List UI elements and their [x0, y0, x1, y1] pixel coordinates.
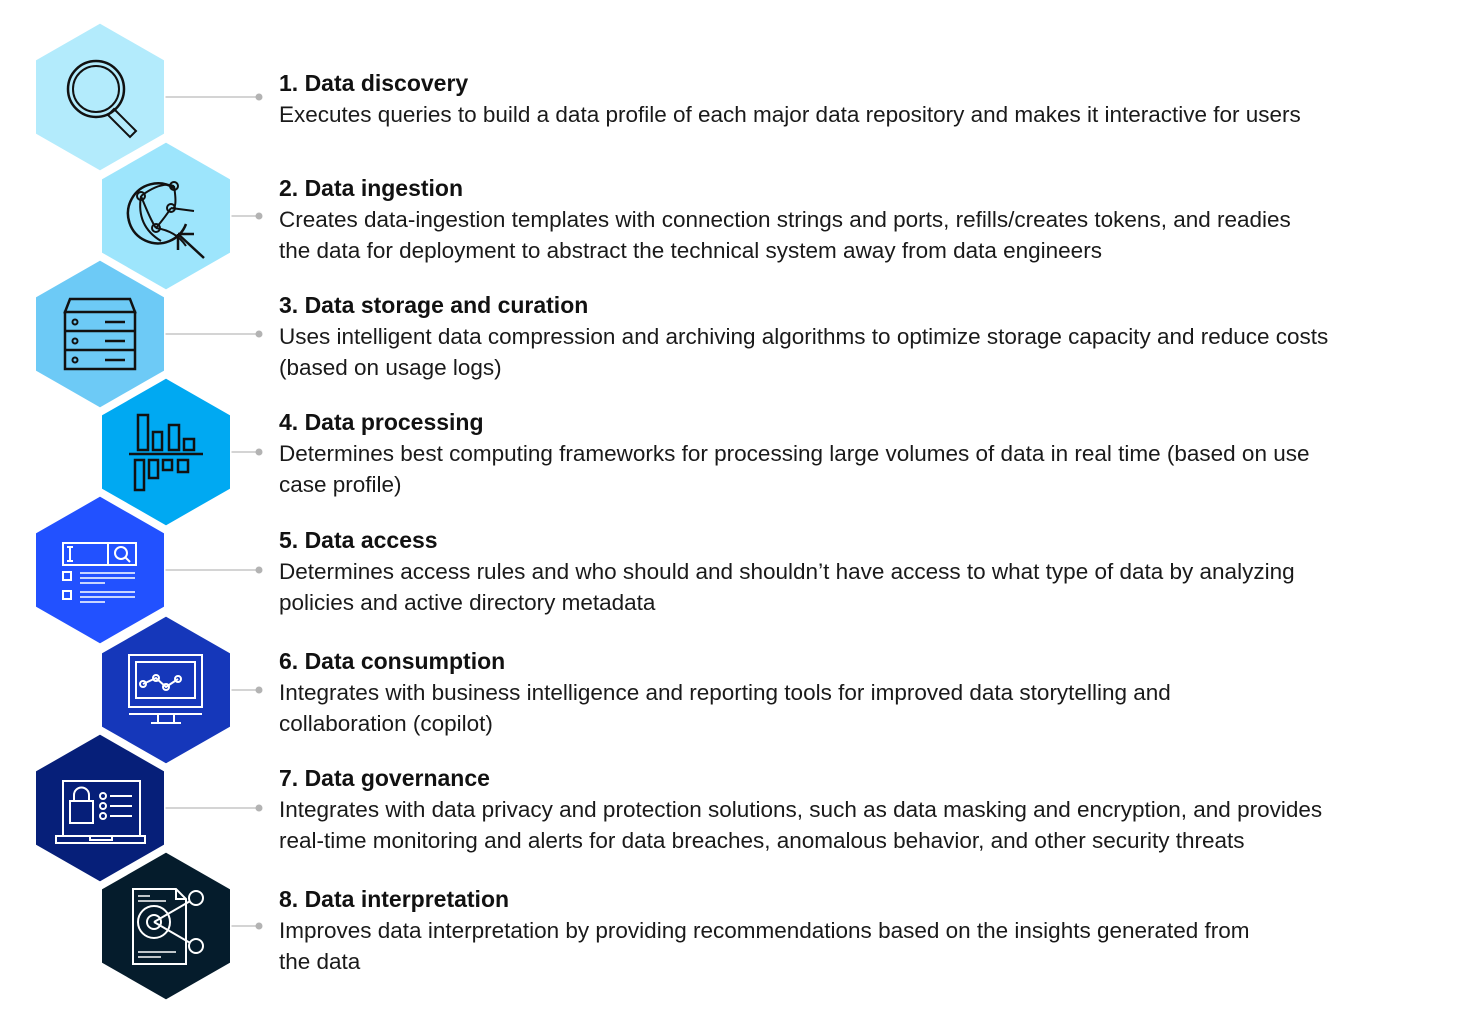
connector-dot — [256, 94, 263, 101]
connector-dot — [256, 213, 263, 220]
step-title: 4. Data processing — [279, 409, 484, 435]
step-description-line: Improves data interpretation by providing recommendations based on the insights generated from — [279, 918, 1250, 943]
step-title: 3. Data storage and curation — [279, 292, 589, 318]
step-hexagon-3 — [35, 259, 166, 409]
step-2-text — [279, 173, 1291, 266]
connector-dot — [256, 687, 263, 694]
step-hexagon-4 — [101, 377, 232, 527]
step-description-line: policies and active directory metadata — [279, 590, 656, 615]
hexagon-shape — [101, 377, 232, 527]
step-1-text — [279, 68, 1301, 130]
connector-dot — [256, 567, 263, 574]
step-title: 7. Data governance — [279, 765, 490, 791]
step-3-text — [279, 290, 1328, 383]
step-title: 5. Data access — [279, 527, 438, 553]
step-description-line: Determines access rules and who should and shouldn’t have access to what type of data by analyzing — [279, 559, 1295, 584]
step-4-text — [279, 407, 1310, 500]
connector-dot — [256, 923, 263, 930]
step-description-line: Integrates with data privacy and protection solutions, such as data masking and encryption, and provides — [279, 797, 1323, 822]
step-description-line: Integrates with business intelligence and reporting tools for improved data storytelling and — [279, 680, 1171, 705]
step-description-line: (based on usage logs) — [279, 355, 502, 380]
step-hexagon-7 — [35, 733, 166, 883]
hexagon-shape — [35, 259, 166, 409]
step-hexagon-5 — [35, 495, 166, 645]
step-description-line: Executes queries to build a data profile of each major data repository and makes it interactive for users — [279, 102, 1301, 127]
step-description-line: Determines best computing frameworks for processing large volumes of data in real time (based on use — [279, 441, 1310, 466]
step-hexagon-1 — [35, 22, 166, 172]
step-description-line: real-time monitoring and alerts for data breaches, anomalous behavior, and other security threats — [279, 828, 1245, 853]
step-hexagon-6 — [101, 615, 232, 765]
connector-dot — [256, 449, 263, 456]
step-description-line: the data — [279, 949, 361, 974]
step-7-text — [279, 763, 1322, 856]
step-hexagon-2 — [101, 141, 232, 291]
hexagon-shape — [101, 851, 232, 1001]
step-description-line: the data for deployment to abstract the technical system away from data engineers — [279, 238, 1102, 263]
step-8-text — [279, 884, 1250, 977]
step-title: 8. Data interpretation — [279, 886, 510, 912]
step-5-text — [279, 525, 1295, 618]
step-title: 6. Data consumption — [279, 648, 506, 674]
step-description-line: case profile) — [279, 472, 402, 497]
hexagon-shape — [35, 22, 166, 172]
step-description-line: collaboration (copilot) — [279, 711, 493, 736]
step-title: 2. Data ingestion — [279, 175, 464, 201]
step-hexagon-8 — [101, 851, 232, 1001]
connector-dot — [256, 331, 263, 338]
step-description-line: Creates data-ingestion templates with connection strings and ports, refills/creates tokens, and readies — [279, 207, 1291, 232]
step-description-line: Uses intelligent data compression and archiving algorithms to optimize storage capacity and reduce costs — [279, 324, 1329, 349]
step-title: 1. Data discovery — [279, 70, 469, 96]
connector-dot — [256, 805, 263, 812]
hexagon-shape — [35, 495, 166, 645]
step-6-text — [279, 646, 1171, 739]
